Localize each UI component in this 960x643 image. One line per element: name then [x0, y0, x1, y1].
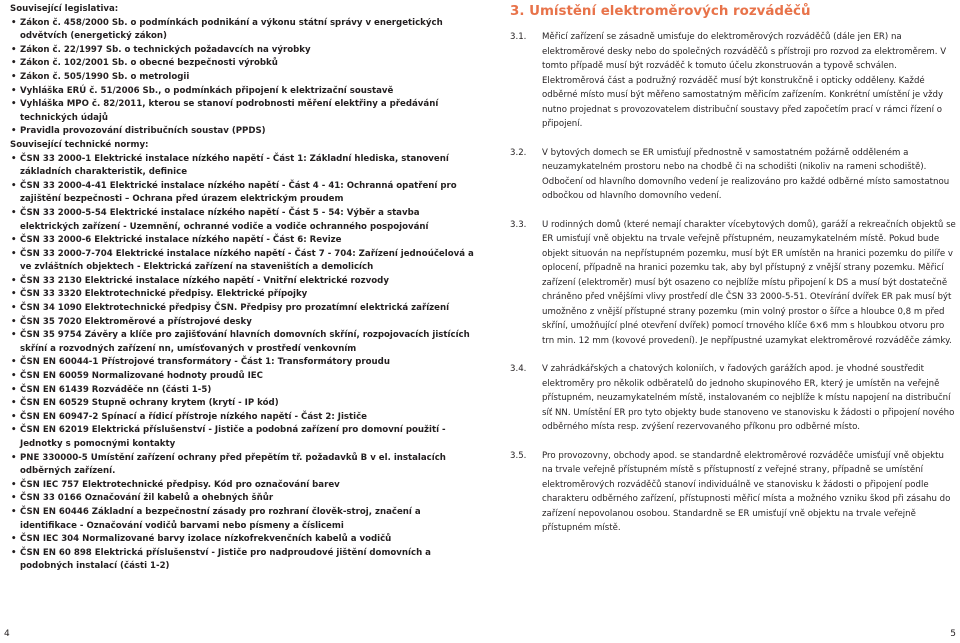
legislation-list — [10, 17, 480, 139]
norm-item: • ČSN 35 9754 Závěry a klíče pro zajišťování hlavních domovních skříní, rozpojovacích jistících skříní a rozvodných zařízení nn, umísťovaných v prostředí venkovním — [10, 329, 480, 356]
item-number: 3.5. — [510, 450, 527, 461]
norms-heading: Související technické normy: — [10, 139, 149, 150]
norm-item: • ČSN EN 60059 Normalizované hodnoty proudů IEC — [10, 370, 480, 384]
item-number: 3.3. — [510, 219, 527, 230]
norm-item: • ČSN 33 2000-6 Elektrické instalace nízkého napětí - Část 6: Revize — [10, 234, 480, 248]
norm-item: • ČSN 33 2000-4-41 Elektrické instalace nízkého napětí - Část 4 - 41: Ochranná opatření pro zajištění bezpečnosti – Ochrana před úrazem elektrickým proudem — [10, 180, 480, 207]
section-item — [510, 218, 956, 349]
item-text: V zahrádkářských a chatových koloniích, v řadových garážích apod. je vhodné soustředit elektroměry pro několik odběratelů do jednoho skupinového ER, který je umístěn na veřejně přístupném, neuzamykatelném místě, instalovaném co nejblíže k místu napojení na distribuční síť NN. Umístění ER pro tyto objekty bude stanoveno ve stanovisku k žádosti o připojení nového odběrného místa resp. zvýšení rezervovaného příkonu pro odběrné místo. — [542, 364, 955, 432]
legislation-item: • Zákon č. 102/2001 Sb. o obecné bezpečnosti výrobků — [10, 57, 480, 71]
item-number: 3.1. — [510, 32, 527, 42]
section-item — [510, 30, 956, 132]
legislation-heading: Související legislativa: — [10, 4, 119, 14]
norm-item: • ČSN 33 0166 Označování žil kabelů a ohebných šňůr — [10, 492, 480, 506]
legislation-item: • Pravidla provozování distribučních soustav (PPDS) — [10, 125, 480, 139]
item-text: U rodinných domů (které nemají charakter vícebytových domů), garáží a rekreačních objektů se ER umisťují vně objektu na trvale veřejně přístupném, neuzamykatelném místě. Pokud bude objekt situován na nepřístupném pozemku, musí být ER umístěn na hranici pozemku do pilíře v oplocení, případně na hranici pozemku tak, aby byl přístupný z vnější strany pozemku. Měřicí zařízení (elektroměr) musí být osazeno co nejblíže místu připojení k DS a musí být dostatečně chráněno před vnějšími vlivy prostředí dle ČSN 33 2000-5-51. Otevírání dvířek ER pak musí být umožněno z vnější přístupné strany pozemku (min volný prostor o šířce a hloubce 0,8 m před skříní, umožňující plné otevření dvířek) pomocí trnového klíče 6×6 mm s hloubkou otvoru pro trn min. 12 mm (kovové provedení). Je nepřípustné uzamykat elektroměrové rozváděče zámky. — [542, 219, 956, 346]
norm-item: • ČSN EN 60044-1 Přístrojové transformátory - Část 1: Transformátory proudu — [10, 356, 480, 370]
norm-item: • ČSN EN 61439 Rozváděče nn (části 1-5) — [10, 384, 480, 398]
page-number-right: 5 — [950, 629, 956, 639]
right-column — [510, 3, 956, 536]
left-column — [10, 3, 480, 574]
norm-item: • ČSN EN 60947-2 Spínací a řídicí přístroje nízkého napětí - Část 2: Jističe — [10, 411, 480, 425]
norm-item: • ČSN EN 62019 Elektrická příslušenství - Jističe a podobná zařízení pro domovní použití - Jednotky s pomocnými kontakty — [10, 424, 480, 451]
norm-item: • ČSN 35 7020 Elektroměrové a přístrojové desky — [10, 316, 480, 330]
norm-item: • ČSN EN 60446 Základní a bezpečnostní zásady pro rozhraní člověk-stroj, značení a identifikace - Označování vodičů barvami nebo písmeny a číslicemi — [10, 506, 480, 533]
item-text: V bytových domech se ER umisťují přednostně v samostatném požárně odděleném a neuzamykatelném prostoru nebo na chodbě či na schodišti (nikoliv na rameni schodiště). Odbočení od hlavního domovního vedení je realizováno pro každé odběrné místo samostatnou odbočkou od hlavního domovního vedení. — [542, 147, 950, 201]
norm-item: • ČSN 33 2130 Elektrické instalace nízkého napětí - Vnitřní elektrické rozvody — [10, 275, 480, 289]
page-number-left: 4 — [4, 629, 10, 639]
norm-item: • ČSN 33 2000-7-704 Elektrické instalace nízkého napětí - Část 7 - 704: Zařízení jednoúčelová a ve zvláštních objektech - Elektrická zařízení na staveništích a demolicích — [10, 248, 480, 275]
norm-item: • ČSN 33 2000-5-54 Elektrické instalace nízkého napětí - Část 5 - 54: Výběr a stavba elektrických zařízení - Uzemnění, ochranné vodiče a vodiče ochranného pospojování — [10, 207, 480, 234]
norm-item: • ČSN EN 60529 Stupně ochrany krytem (krytí - IP kód) — [10, 397, 480, 411]
legislation-item: • Zákon č. 505/1990 Sb. o metrologii — [10, 71, 480, 85]
legislation-item: • Vyhláška MPO č. 82/2011, kterou se stanoví podrobnosti měření elektřiny a předávání technických údajů — [10, 98, 480, 125]
item-number: 3.4. — [510, 364, 527, 374]
norm-item: • ČSN 33 2000-1 Elektrické instalace nízkého napětí - Část 1: Základní hlediska, stanovení základních charakteristik, definice — [10, 153, 480, 180]
section-item — [510, 146, 956, 204]
norm-item: • ČSN EN 60 898 Elektrická příslušenství - Jističe pro nadproudové jištění domovních a podobných instalací (části 1-2) — [10, 547, 480, 574]
norm-item: • PNE 330000-5 Umístění zařízení ochrany před přepětím tř. požadavků B v el. instalacích odběrných zařízení. — [10, 452, 480, 479]
section-title: 3. Umístění elektroměrových rozváděčů — [510, 4, 811, 19]
norms-list — [10, 153, 480, 574]
item-text: Pro provozovny, obchody apod. se standardně elektroměrové rozváděče umisťují vně objektu na trvale veřejně přístupném místě s přístupností z veřejné strany, případně se umístění elektroměrových rozváděčů stanoví individuálně ve stanovisku k žádosti o připojení podle charakteru odběrného zařízení, přístupnosti měřicí místa a možného vzniku škod při zásahu do zařízení nepovolanou osobou. Standardně se ER umisťují vně objektu na trvale veřejně přístupném místě. — [542, 450, 951, 533]
norm-item: • ČSN IEC 757 Elektrotechnické předpisy. Kód pro označování barev — [10, 479, 480, 493]
section-item — [510, 449, 956, 536]
item-text: Měřicí zařízení se zásadně umisťuje do elektroměrových rozváděčů (dále jen ER) na elektroměrové desky nebo do společných rozváděčů s přístroji pro rozvod za elektroměrem. V tomto případě musí být rozváděč k tomuto účelu zkonstruován a typově schválen. Elektroměrová část a podružný rozváděč musí být konstrukčně i opticky odděleny. Každé odběrné místo musí být měřeno samostatným měřicím zařízením. Konkrétní umístění je vždy nutno projednat s provozovatelem distribuční soustavy před započetím prací v rámci řízení o připojení. — [542, 32, 947, 129]
section-item — [510, 362, 956, 435]
norm-item: • ČSN IEC 304 Normalizované barvy izolace nízkofrekvenčních kabelů a vodičů — [10, 533, 480, 547]
legislation-item: • Zákon č. 458/2000 Sb. o podmínkách podnikání a výkonu státní správy v energetických odvětvích (energetický zákon) — [10, 17, 480, 44]
item-number: 3.2. — [510, 147, 527, 158]
norm-item: • ČSN 34 1090 Elektrotechnické předpisy ČSN. Předpisy pro prozatímní elektrická zařízení — [10, 302, 480, 316]
legislation-item: • Zákon č. 22/1997 Sb. o technických požadavcích na výrobky — [10, 44, 480, 58]
norm-item: • ČSN 33 3320 Elektrotechnické předpisy. Elektrické přípojky — [10, 288, 480, 302]
legislation-item: • Vyhláška ERÚ č. 51/2006 Sb., o podmínkách připojení k elektrizační soustavě — [10, 85, 480, 99]
